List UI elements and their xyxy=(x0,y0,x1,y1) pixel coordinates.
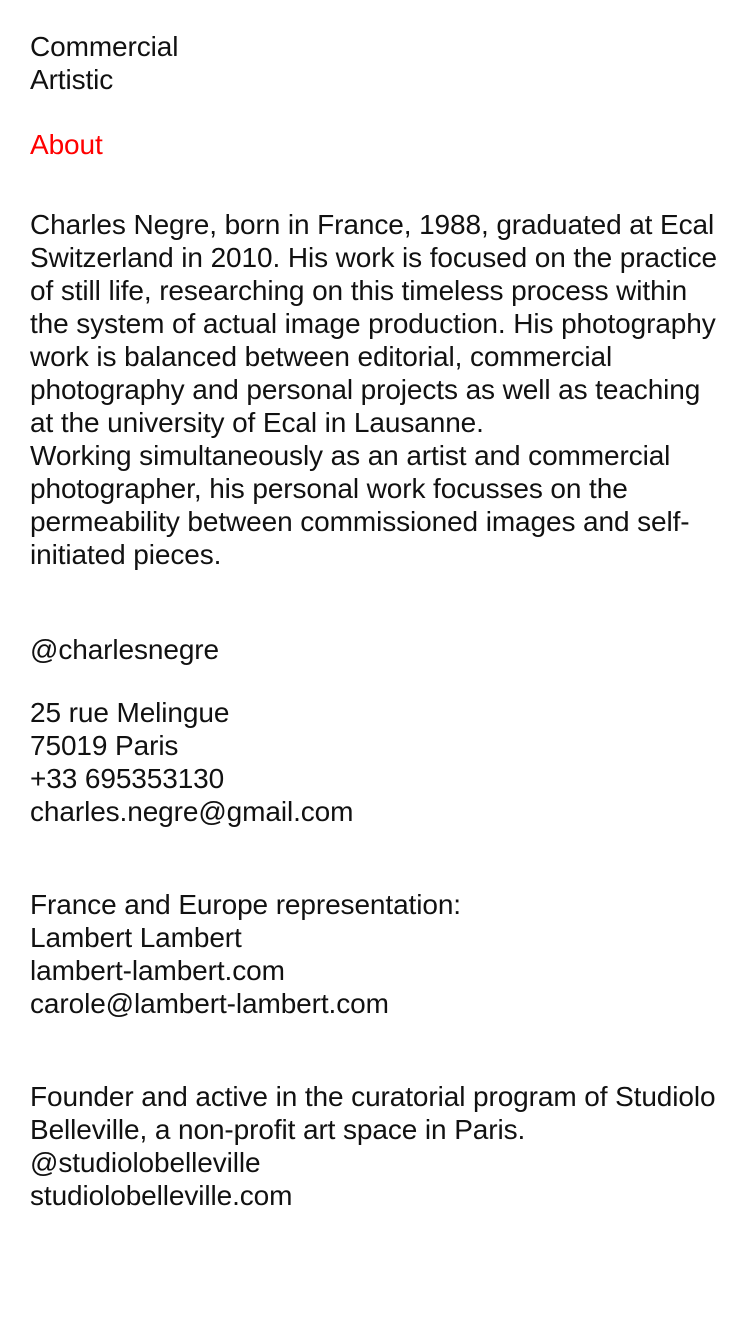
contact-section xyxy=(30,696,720,828)
studiolo-instagram-link[interactable]: @studiolobelleville xyxy=(30,1147,261,1178)
instagram-section xyxy=(30,633,720,666)
bio-paragraph-2: Working simultaneously as an artist and commercial photographer, his personal work focusses on the permeability between commissioned images and self-initiated pieces. xyxy=(30,440,690,570)
nav-item-commercial[interactable]: Commercial xyxy=(30,31,179,62)
representation-email-link[interactable]: carole@lambert-lambert.com xyxy=(30,988,389,1019)
bio-section xyxy=(30,208,720,571)
studiolo-website-link[interactable]: studiolobelleville.com xyxy=(30,1180,293,1211)
nav-item-about[interactable]: About xyxy=(30,129,103,160)
phone-link[interactable]: +33 695353130 xyxy=(30,763,225,794)
representation-section xyxy=(30,888,720,1020)
representation-agency: Lambert Lambert xyxy=(30,922,242,953)
nav-item-artistic[interactable]: Artistic xyxy=(30,64,114,95)
studiolo-section xyxy=(30,1080,720,1212)
email-link[interactable]: charles.negre@gmail.com xyxy=(30,796,354,827)
address-city: 75019 Paris xyxy=(30,730,179,761)
representation-website-link[interactable]: lambert-lambert.com xyxy=(30,955,285,986)
main-nav xyxy=(30,30,720,161)
studiolo-description: Founder and active in the curatorial program of Studiolo Belleville, a non-profit art space in Paris. xyxy=(30,1081,716,1145)
bio-paragraph-1: Charles Negre, born in France, 1988, graduated at Ecal Switzerland in 2010. His work is focused on the practice of still life, researching on this timeless process within the system of actual image production. His photography work is balanced between editorial, commercial photography and personal projects as well as teaching at the university of Ecal in Lausanne. xyxy=(30,209,717,438)
instagram-link[interactable]: @charlesnegre xyxy=(30,634,219,665)
representation-heading: France and Europe representation: xyxy=(30,889,461,920)
address-street: 25 rue Melingue xyxy=(30,697,230,728)
